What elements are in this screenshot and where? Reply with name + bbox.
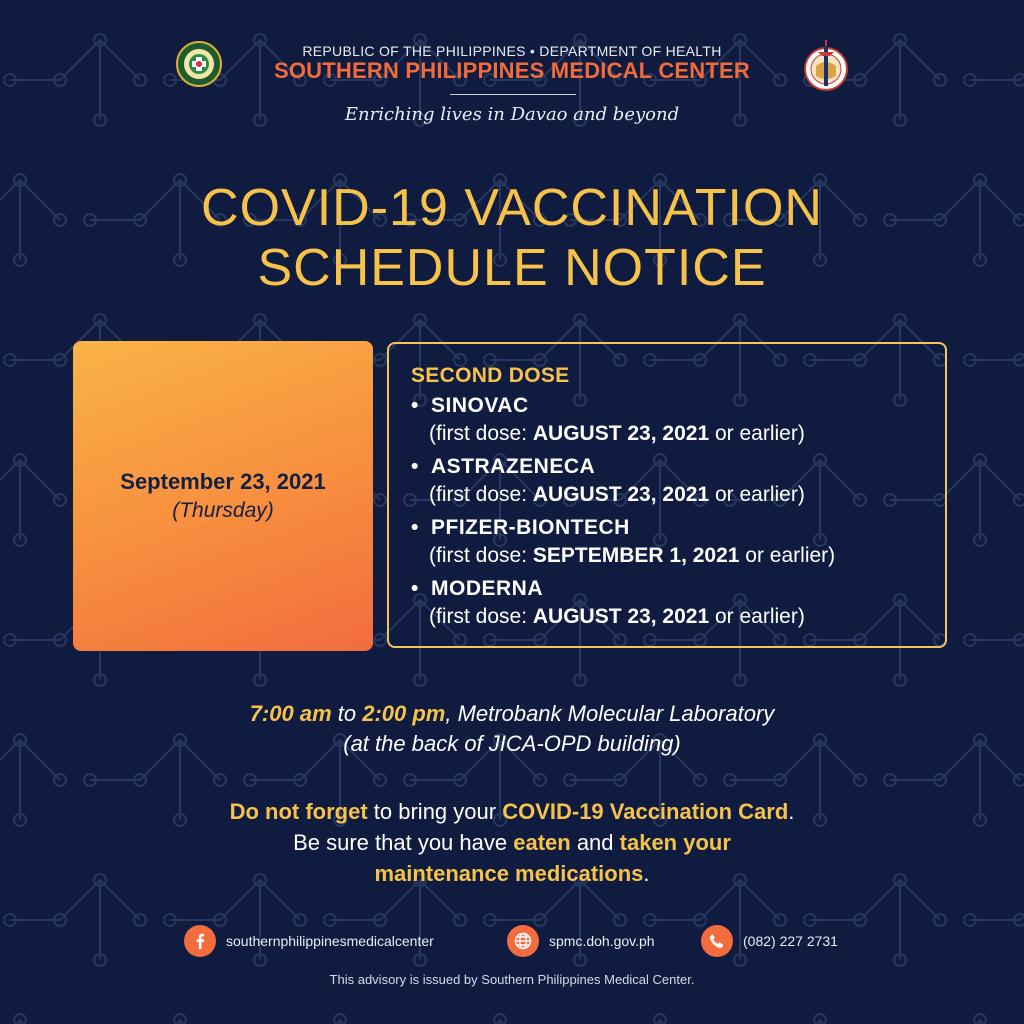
time-separator: to (331, 701, 363, 726)
schedule-date-card (73, 341, 373, 651)
facebook-icon (184, 925, 216, 957)
first-dose-date: AUGUST 23, 2021 (532, 422, 710, 445)
first-dose-prefix: (first dose: (429, 544, 533, 567)
reminder-emphasis: eaten (513, 830, 571, 855)
vaccine-item (411, 577, 941, 629)
schedule-day: (Thursday) (172, 499, 274, 522)
header-agency-line: REPUBLIC OF THE PHILIPPINES • DEPARTMENT OF HEALTH (302, 43, 722, 59)
vaccine-name (411, 455, 941, 479)
page-title (0, 178, 1024, 298)
header-divider (450, 94, 576, 95)
first-dose-suffix: or earlier) (739, 544, 836, 567)
contact-row (0, 925, 1024, 959)
vaccine-name (411, 394, 941, 418)
first-dose-date: AUGUST 23, 2021 (532, 483, 710, 506)
pattern-link (980, 460, 1020, 500)
vaccine-item (411, 516, 941, 568)
organization-name: SOUTHERN PHILIPPINES MEDICAL CENTER (274, 58, 750, 83)
first-dose-suffix: or earlier) (709, 422, 805, 445)
title-line-1: COVID-19 VACCINATION (201, 179, 823, 237)
vaccine-name (411, 516, 941, 540)
first-dose-date: SEPTEMBER 1, 2021 (532, 544, 740, 567)
first-dose-suffix: or earlier) (709, 605, 805, 628)
title-line-2: SCHEDULE NOTICE (257, 239, 767, 297)
reminder-emphasis: Do not forget (229, 799, 368, 824)
reminder-text-part: . (788, 799, 795, 824)
phone-number[interactable]: (082) 227 2731 (743, 933, 838, 949)
dose-info-card (387, 342, 947, 648)
vaccine-name-text: PFIZER-BIONTECH (431, 516, 630, 539)
pattern-link (60, 880, 100, 920)
globe-icon (507, 925, 539, 957)
vaccine-item (411, 455, 941, 507)
reminder-emphasis: maintenance medications (374, 861, 644, 886)
reminder-text-part: and (570, 830, 620, 855)
vaccine-first-dose-note (429, 483, 941, 507)
footer-note: This advisory is issued by Southern Philippines Medical Center. (329, 972, 695, 987)
dose-heading: SECOND DOSE (411, 364, 570, 387)
website-contact[interactable] (507, 925, 655, 957)
facebook-handle[interactable]: southernphilippinesmedicalcenter (226, 933, 434, 949)
venue-location-note: (at the back of JICA-OPD building) (343, 731, 681, 756)
end-time: 2:00 pm (362, 701, 446, 726)
vaccine-name-text: ASTRAZENECA (431, 455, 596, 478)
first-dose-prefix: (first dose: (429, 605, 533, 628)
schedule-date: September 23, 2021 (120, 469, 326, 494)
start-time: 7:00 am (249, 701, 332, 726)
spmc-seal-icon (803, 38, 849, 92)
first-dose-prefix: (first dose: (429, 483, 533, 506)
reminder-emphasis: taken your (619, 830, 731, 855)
reminder-text-part: Be sure that you have (293, 830, 514, 855)
reminder-text-part: to bring your (367, 799, 503, 824)
venue-location: , Metrobank Molecular Laboratory (445, 701, 775, 726)
facebook-contact[interactable] (184, 925, 434, 957)
reminder-emphasis: COVID-19 Vaccination Card (502, 799, 789, 824)
first-dose-suffix: or earlier) (709, 483, 805, 506)
vaccine-first-dose-note (429, 422, 941, 446)
bullet: • (411, 516, 419, 539)
reminder-text (100, 796, 924, 889)
vaccine-first-dose-note (429, 544, 941, 568)
tagline: Enriching lives in Davao and beyond (344, 104, 680, 125)
vaccine-item (411, 394, 941, 446)
pattern-link (20, 460, 60, 500)
vaccine-name-text: SINOVAC (431, 394, 529, 417)
vaccine-name-text: MODERNA (431, 577, 543, 600)
vaccine-first-dose-note (429, 605, 941, 629)
first-dose-date: AUGUST 23, 2021 (532, 605, 710, 628)
bullet: • (411, 394, 419, 417)
phone-contact[interactable] (701, 925, 838, 957)
first-dose-prefix: (first dose: (429, 422, 533, 445)
vaccine-name (411, 577, 941, 601)
bullet: • (411, 455, 419, 478)
website-url[interactable]: spmc.doh.gov.ph (549, 933, 655, 949)
phone-icon (701, 925, 733, 957)
pattern-link (0, 1020, 20, 1024)
time-location-line (0, 701, 1024, 727)
reminder-text-part: . (643, 861, 650, 886)
bullet: • (411, 577, 419, 600)
